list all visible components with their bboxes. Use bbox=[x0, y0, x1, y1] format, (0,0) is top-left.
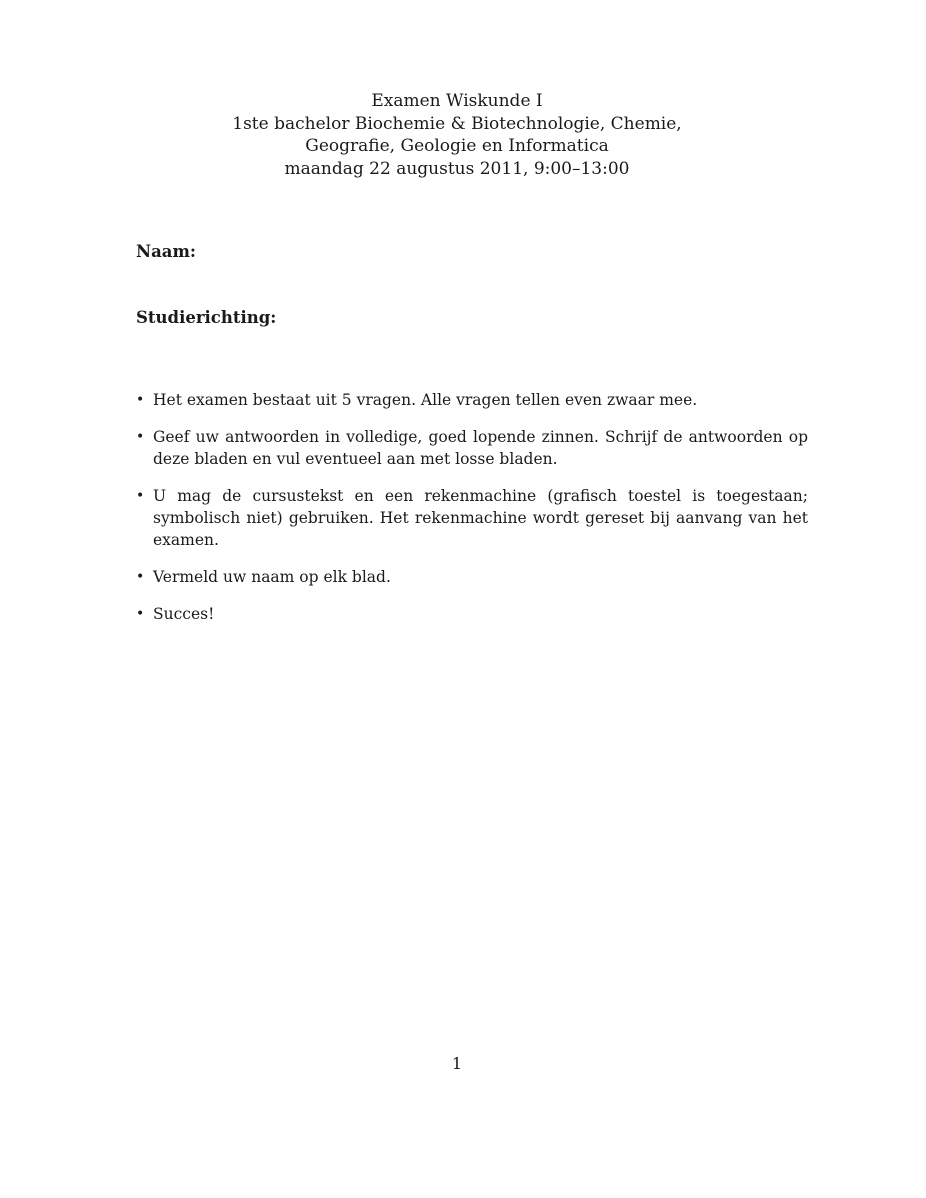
bullet-icon: • bbox=[136, 392, 145, 408]
instruction-item bbox=[136, 389, 808, 411]
instruction-text: Het examen bestaat uit 5 vragen. Alle vragen tellen even zwaar mee. bbox=[153, 391, 698, 409]
instruction-item bbox=[136, 566, 808, 588]
exam-date-time: maandag 22 augustus 2011, 9:00–13:00 bbox=[284, 158, 630, 179]
instruction-text: U mag de cursustekst en een rekenmachine (grafisch toestel is toegestaan; symbolisch niet) gebruiken. Het rekenmachine wordt gereset bij aanvang van het examen. bbox=[153, 487, 808, 549]
exam-programs-line1: 1ste bachelor Biochemie & Biotechnologie, Chemie, bbox=[232, 113, 682, 134]
exam-title: Examen Wiskunde I bbox=[371, 91, 543, 111]
bullet-icon: • bbox=[136, 488, 145, 504]
page-number: 1 bbox=[451, 1054, 463, 1073]
instruction-item bbox=[136, 485, 808, 551]
exam-header bbox=[0, 90, 914, 180]
instruction-text: Vermeld uw naam op elk blad. bbox=[153, 568, 391, 586]
instruction-text: Geef uw antwoorden in volledige, goed lopende zinnen. Schrijf de antwoorden op deze bladen en vul eventueel aan met losse bladen. bbox=[153, 428, 808, 468]
study-program-label: Studierichting: bbox=[136, 308, 277, 327]
instructions-list bbox=[136, 389, 808, 640]
name-label: Naam: bbox=[136, 242, 197, 261]
bullet-icon: • bbox=[136, 429, 145, 445]
instruction-item bbox=[136, 603, 808, 625]
exam-programs-line2: Geografie, Geologie en Informatica bbox=[305, 136, 609, 156]
bullet-icon: • bbox=[136, 569, 145, 585]
bullet-icon: • bbox=[136, 606, 145, 622]
instruction-text: Succes! bbox=[153, 605, 215, 623]
instruction-item bbox=[136, 426, 808, 470]
